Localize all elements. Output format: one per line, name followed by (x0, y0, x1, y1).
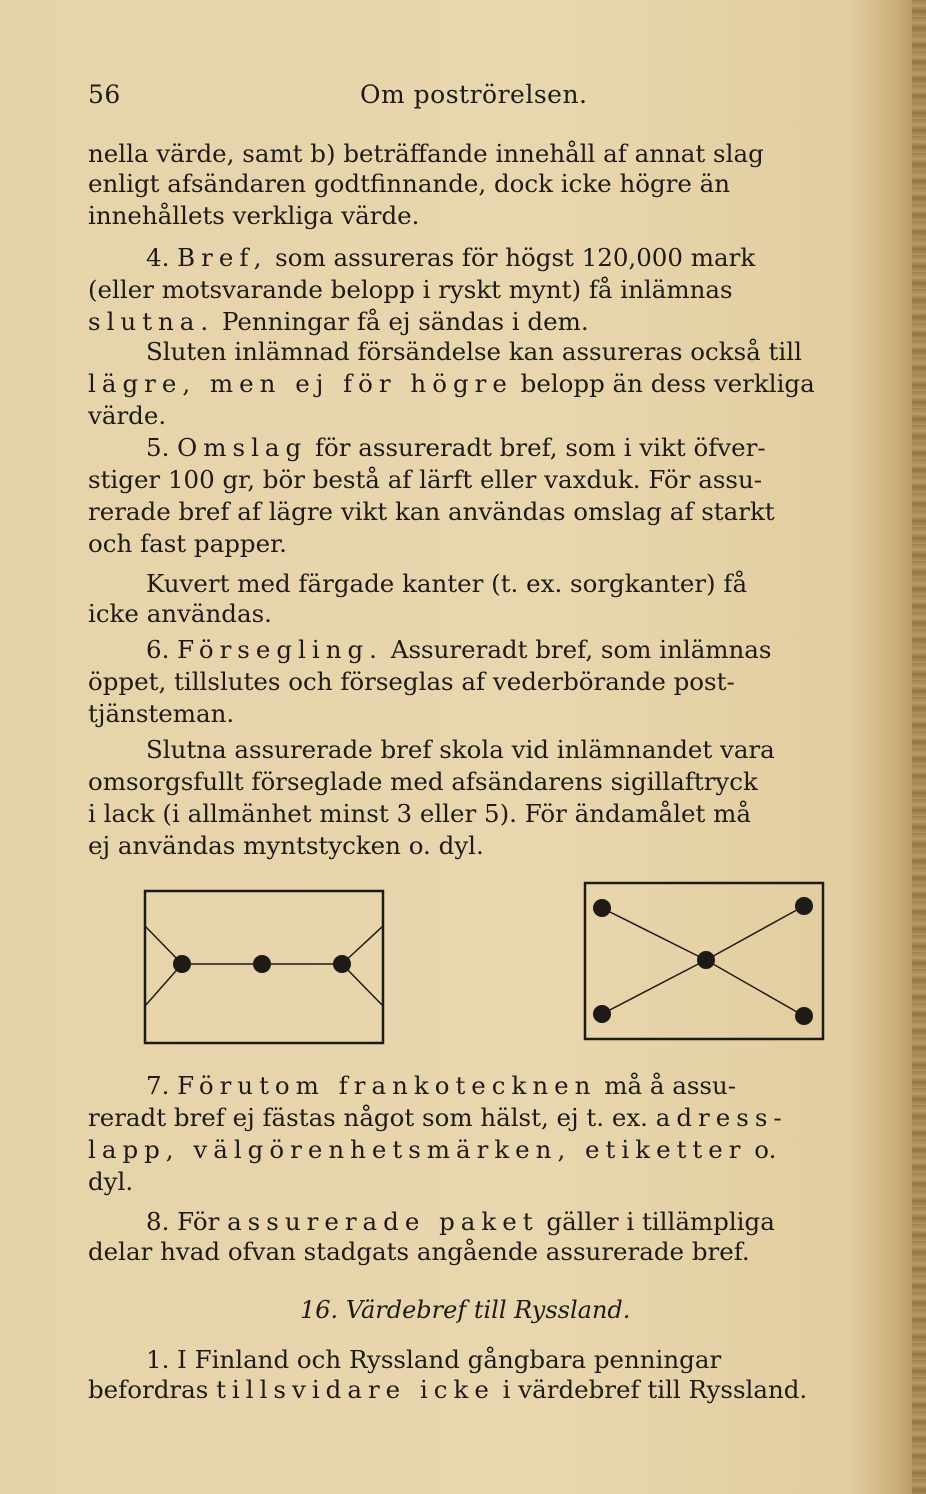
spaced-emphasis: lägre, men ej för högre (88, 369, 513, 398)
text-line (88, 274, 878, 306)
text-run: stiger 100 gr, bör bestå af lärft eller vaxduk. För assu- (88, 465, 763, 494)
spaced-emphasis: Förutom frankotecknen (177, 1071, 597, 1100)
text-run: omsorgsfullt förseglade med afsändarens sigillaftryck (88, 767, 758, 796)
text-run: (eller motsvarande belopp i ryskt mynt) få inlämnas (88, 275, 733, 304)
text-line (88, 368, 878, 400)
text-line (88, 496, 878, 528)
text-line (146, 734, 926, 766)
text-run: i värdebref till Ryssland. (494, 1375, 808, 1404)
page-number: 56 (88, 80, 121, 109)
spaced-emphasis: Bref, (177, 243, 268, 272)
text-run: 5. (146, 433, 178, 462)
text-line (146, 1344, 926, 1376)
text-line (88, 1166, 878, 1198)
section-title: Värdebref till Ryssland. (345, 1296, 631, 1324)
text-run: rerade bref af lägre vikt kan användas omslag af starkt (88, 497, 775, 526)
text-line (146, 1070, 926, 1102)
text-line (88, 200, 878, 232)
text-run: gäller i tillämpliga (538, 1207, 775, 1236)
page-header (88, 80, 648, 116)
text-line (146, 336, 926, 368)
text-run: o. (746, 1135, 777, 1164)
seal-bottom-left (593, 1005, 611, 1023)
text-run: innehållets verkliga värde. (88, 201, 420, 230)
text-line (146, 1206, 926, 1238)
text-line (146, 634, 926, 666)
seal-top-left (593, 899, 611, 917)
text-run: ej användas myntstycken o. dyl. (88, 831, 484, 860)
text-line (88, 666, 878, 698)
spaced-emphasis: Försegling. (177, 635, 383, 664)
text-line (146, 432, 926, 464)
text-run: 6. (146, 635, 178, 664)
text-run: reradt bref ej fästas något som hälst, ej t. ex. (88, 1103, 656, 1132)
text-line (146, 242, 926, 274)
section-number: 16. (300, 1296, 339, 1324)
text-run: som assureras för högst 120,000 mark (267, 243, 756, 272)
text-line (88, 306, 878, 338)
text-run: Sluten inlämnad försändelse kan assureras också till (146, 337, 802, 366)
text-run: tjänsteman. (88, 699, 235, 728)
text-run: dyl. (88, 1167, 134, 1196)
running-title: Om poströrelsen. (360, 80, 588, 109)
text-line (88, 766, 878, 798)
text-line (88, 798, 878, 830)
text-line (88, 138, 878, 170)
text-run: Assureradt bref, som inlämnas (382, 635, 772, 664)
text-run: 7. (146, 1071, 178, 1100)
text-line (88, 1134, 878, 1166)
text-line (88, 400, 878, 432)
text-line (88, 698, 878, 730)
text-run: belopp än dess verkliga (512, 369, 815, 398)
text-run: nella värde, samt b) beträffande innehåll af annat slag (88, 139, 764, 168)
text-run: öppet, tillslutes och förseglas af vederbörande post- (88, 667, 735, 696)
text-line (88, 830, 878, 862)
seal-center (697, 951, 715, 969)
text-run: 4. (146, 243, 178, 272)
text-line (146, 568, 926, 600)
spaced-emphasis: lapp, välgörenhetsmärken, etiketter (88, 1135, 747, 1164)
envelope-figure-five-seals (582, 880, 832, 1045)
text-run: Penningar få ej sändas i dem. (214, 307, 589, 336)
spaced-emphasis: Omslag (177, 433, 308, 462)
text-run: i lack (i allmänhet minst 3 eller 5). För ändamålet må (88, 799, 751, 828)
seal-3 (333, 955, 351, 973)
text-run: och fast papper. (88, 529, 287, 558)
seal-1 (173, 955, 191, 973)
seal-top-right (795, 897, 813, 915)
text-run: icke användas. (88, 599, 272, 628)
text-line (88, 464, 878, 496)
text-line (88, 168, 878, 200)
text-line (88, 528, 878, 560)
text-run: må å assu- (596, 1071, 737, 1100)
text-run: 8. För (146, 1207, 228, 1236)
spaced-emphasis: adress- (655, 1103, 788, 1132)
envelope-figure-three-seals (142, 888, 392, 1048)
text-run: enligt afsändaren godtfinnande, dock icke högre än (88, 169, 731, 198)
text-run: Kuvert med färgade kanter (t. ex. sorgkanter) få (146, 569, 748, 598)
seal-bottom-right (795, 1007, 813, 1025)
text-run: värde. (88, 401, 167, 430)
seal-2 (253, 955, 271, 973)
text-run: Slutna assurerade bref skola vid inlämnandet vara (146, 735, 775, 764)
spaced-emphasis: slutna. (88, 307, 215, 336)
text-run: för assureradt bref, som i vikt öfver- (307, 433, 766, 462)
text-run: befordras (88, 1375, 217, 1404)
text-run: 1. I Finland och Ryssland gångbara penningar (146, 1345, 722, 1374)
text-run: delar hvad ofvan stadgats angående assurerade bref. (88, 1237, 750, 1266)
text-line (88, 598, 878, 630)
text-line (88, 1236, 878, 1268)
text-line (88, 1374, 878, 1406)
text-line (88, 1102, 878, 1134)
spaced-emphasis: assurerade paket (227, 1207, 539, 1236)
spaced-emphasis: tillsvidare icke (216, 1375, 495, 1404)
section-heading (300, 1296, 630, 1324)
